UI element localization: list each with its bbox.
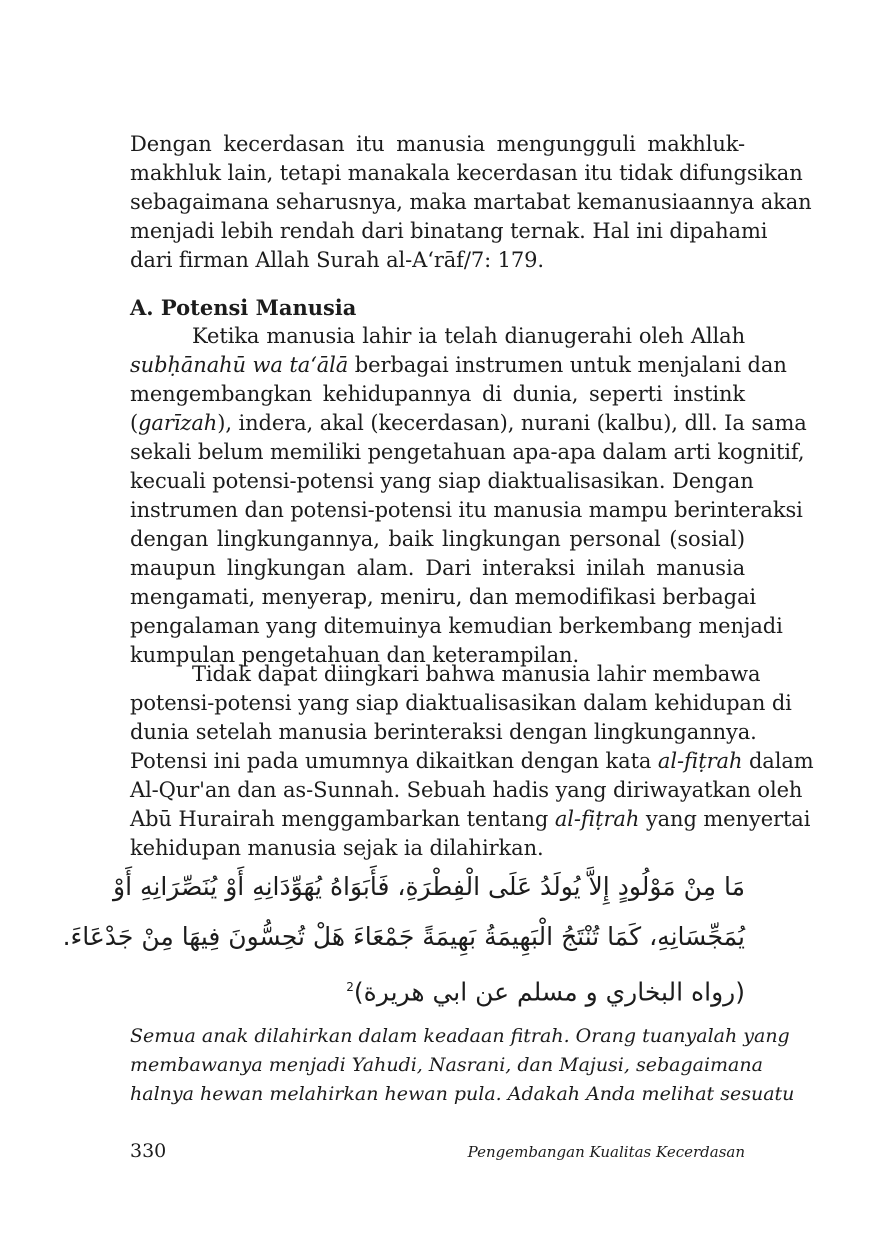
footnote-reference: 2 (346, 980, 354, 994)
text-line: dengan lingkungannya, baik lingkungan personal (sosial) (130, 527, 745, 551)
text-line: kecuali potensi-potensi yang siap diaktualisasikan. Dengan (130, 469, 754, 493)
italic-term: garīzah (138, 411, 218, 435)
text-line: dunia setelah manusia berinteraksi dengan lingkungannya. (130, 720, 757, 744)
paragraph-potensi-1 (130, 322, 807, 670)
text-line: menjadi lebih rendah dari binatang ternak. Hal ini dipahami (130, 219, 768, 243)
text-line: pengalaman yang ditemuinya kemudian berkembang menjadi (130, 614, 783, 638)
text-line: Ketika manusia lahir ia telah dianugerahi oleh Allah (192, 324, 745, 348)
text-line (130, 747, 814, 776)
text-fragment: ), indera, akal (kecerdasan), nurani (kalbu), dll. Ia sama (217, 411, 807, 435)
section-heading: A. Potensi Manusia (130, 295, 357, 320)
translation-line: membawanya menjadi Yahudi, Nasrani, dan Majusi, sebagaimana (130, 1054, 763, 1076)
text-line (130, 805, 811, 834)
hadith-translation (130, 1022, 795, 1109)
text-line: Tidak dapat diingkari bahwa manusia lahir membawa (192, 662, 761, 686)
text-line: instrumen dan potensi-potensi itu manusia mampu berinteraksi (130, 498, 803, 522)
text-line (130, 351, 787, 380)
arabic-line: مَا مِنْ مَوْلُودٍ إِلاَّ يُولَدُ عَلَى الْفِطْرَةِ، فَأَبَوَاهُ يُهَوِّدَانِهِ أَوْ يُنَصِّرَانِهِ أَوْ (113, 872, 745, 901)
text-line: potensi-potensi yang siap diaktualisasikan dalam kehidupan di (130, 691, 792, 715)
arabic-hadith (62, 862, 745, 1012)
translation-line: Semua anak dilahirkan dalam keadaan fitrah. Orang tuanyalah yang (130, 1025, 790, 1047)
intro-paragraph (130, 130, 812, 275)
running-title: Pengembangan Kualitas Kecerdasan (467, 1143, 745, 1161)
text-line: Dengan kecerdasan itu manusia mengungguli makhluk- (130, 132, 745, 156)
text-line: maupun lingkungan alam. Dari interaksi inilah manusia (130, 556, 745, 580)
text-fragment: dalam (742, 749, 814, 773)
paragraph-potensi-2 (130, 660, 814, 863)
translation-line: halnya hewan melahirkan hewan pula. Adakah Anda melihat sesuatu (130, 1083, 795, 1105)
italic-term: al-fiṭrah (657, 749, 743, 773)
text-line: makhluk lain, tetapi manakala kecerdasan itu tidak difungsikan (130, 161, 803, 185)
text-line: Al-Qur'an dan as-Sunnah. Sebuah hadis yang diriwayatkan oleh (130, 778, 803, 802)
page-footer (130, 1140, 745, 1170)
text-fragment: berbagai instrumen untuk menjalani dan (348, 353, 787, 377)
italic-term: al-fiṭrah (554, 807, 640, 831)
text-line: mengamati, menyerap, meniru, dan memodifikasi berbagai (130, 585, 757, 609)
hadith-source-text: (رواه البخاري و مسلم عن ابي هريرة) (353, 977, 745, 1007)
text-fragment: yang menyertai (639, 807, 811, 831)
arabic-line: يُمَجِّسَانِهِ، كَمَا تُنْتَجُ الْبَهِيمَةُ بَهِيمَةً جَمْعَاءَ هَلْ تُحِسُّونَ فِيهَا مِنْ جَدْعَاءَ. (62, 922, 745, 951)
text-fragment: ( (130, 411, 139, 435)
text-line (130, 409, 807, 438)
text-fragment: Potensi ini pada umumnya dikaitkan dengan kata (130, 749, 658, 773)
text-line: mengembangkan kehidupannya di dunia, seperti instink (130, 382, 745, 406)
text-line: kumpulan pengetahuan dan keterampilan. (130, 643, 580, 667)
text-line: kehidupan manusia sejak ia dilahirkan. (130, 836, 544, 860)
text-line: sekali belum memiliki pengetahuan apa-apa dalam arti kognitif, (130, 440, 805, 464)
italic-term: subḥānahū wa ta‘ālā (130, 353, 349, 377)
page-number: 330 (130, 1140, 167, 1162)
hadith-source (130, 962, 745, 1012)
text-line: dari firman Allah Surah al-A‘rāf/7: 179. (130, 248, 544, 272)
text-fragment: Abū Hurairah menggambarkan tentang (130, 807, 555, 831)
text-line: sebagaimana seharusnya, maka martabat kemanusiaannya akan (130, 190, 812, 214)
